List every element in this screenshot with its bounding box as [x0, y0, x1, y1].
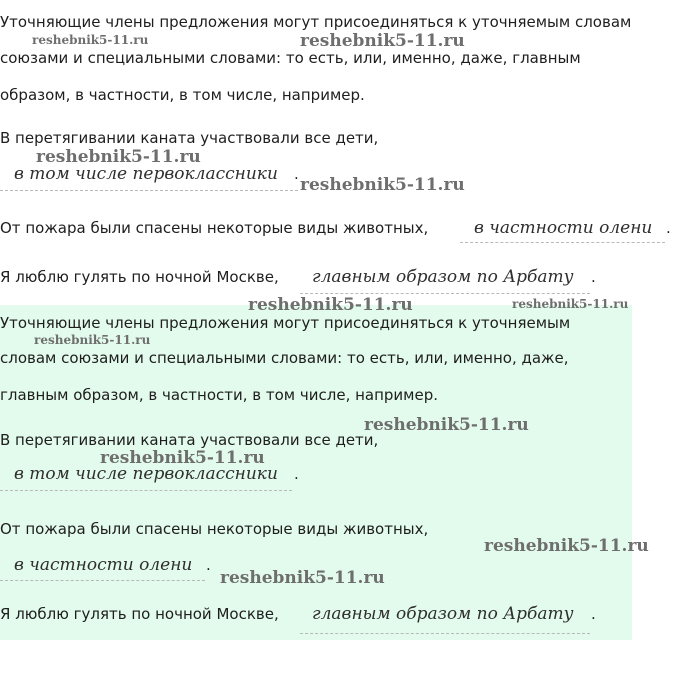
watermark: reshebnik5-11.ru	[484, 536, 649, 556]
answer-underline	[300, 633, 590, 634]
watermark: reshebnik5-11.ru	[300, 175, 465, 195]
example-2-answer: в частности олени	[14, 555, 193, 575]
sentence-period: .	[294, 165, 299, 183]
example-2-text: От пожара были спасены некоторые виды животных,	[0, 219, 429, 237]
watermark: reshebnik5-11.ru	[32, 33, 149, 47]
sentence-period: .	[666, 219, 671, 237]
watermark: reshebnik5-11.ru	[248, 295, 413, 315]
example-2-text: От пожара были спасены некоторые виды животных,	[0, 520, 429, 538]
example-1-text: В перетягивании каната участвовали все дети,	[0, 431, 379, 449]
answer-underline	[300, 293, 590, 294]
watermark: reshebnik5-11.ru	[220, 568, 385, 588]
rule-line-3: образом, в частности, в том числе, например.	[0, 86, 365, 104]
answer-underline	[460, 242, 665, 243]
example-1-answer: в том числе первоклассники	[14, 464, 278, 484]
rule-line-2: словам союзами и специальными словами: то есть, или, именно, даже,	[0, 349, 569, 367]
rule-line-1: Уточняющие члены предложения могут присоединяться к уточняемым словам	[0, 13, 632, 31]
answer-underline	[0, 490, 292, 491]
sentence-period: .	[294, 465, 299, 483]
watermark: reshebnik5-11.ru	[300, 31, 465, 51]
rule-line-1: Уточняющие члены предложения могут присоединяться к уточняемым	[0, 314, 571, 332]
example-3-answer: главным образом по Арбату	[312, 267, 574, 287]
watermark: reshebnik5-11.ru	[36, 147, 201, 167]
sentence-period: .	[206, 556, 211, 574]
sentence-period: .	[591, 268, 596, 286]
watermark: reshebnik5-11.ru	[100, 448, 265, 468]
example-1-text: В перетягивании каната участвовали все дети,	[0, 129, 379, 147]
example-3-text: Я люблю гулять по ночной Москве,	[0, 605, 279, 623]
sentence-period: .	[591, 605, 596, 623]
watermark: reshebnik5-11.ru	[34, 333, 151, 347]
example-3-text: Я люблю гулять по ночной Москве,	[0, 268, 279, 286]
example-2-answer: в частности олени	[474, 218, 653, 238]
watermark: reshebnik5-11.ru	[512, 297, 629, 311]
answer-underline	[0, 580, 205, 581]
rule-line-3: главным образом, в частности, в том числе, например.	[0, 386, 439, 404]
watermark: reshebnik5-11.ru	[364, 415, 529, 435]
rule-line-2: союзами и специальными словами: то есть, или, именно, даже, главным	[0, 49, 581, 67]
example-3-answer: главным образом по Арбату	[312, 604, 574, 624]
answer-underline	[0, 190, 298, 191]
example-1-answer: в том числе первоклассники	[14, 164, 278, 184]
